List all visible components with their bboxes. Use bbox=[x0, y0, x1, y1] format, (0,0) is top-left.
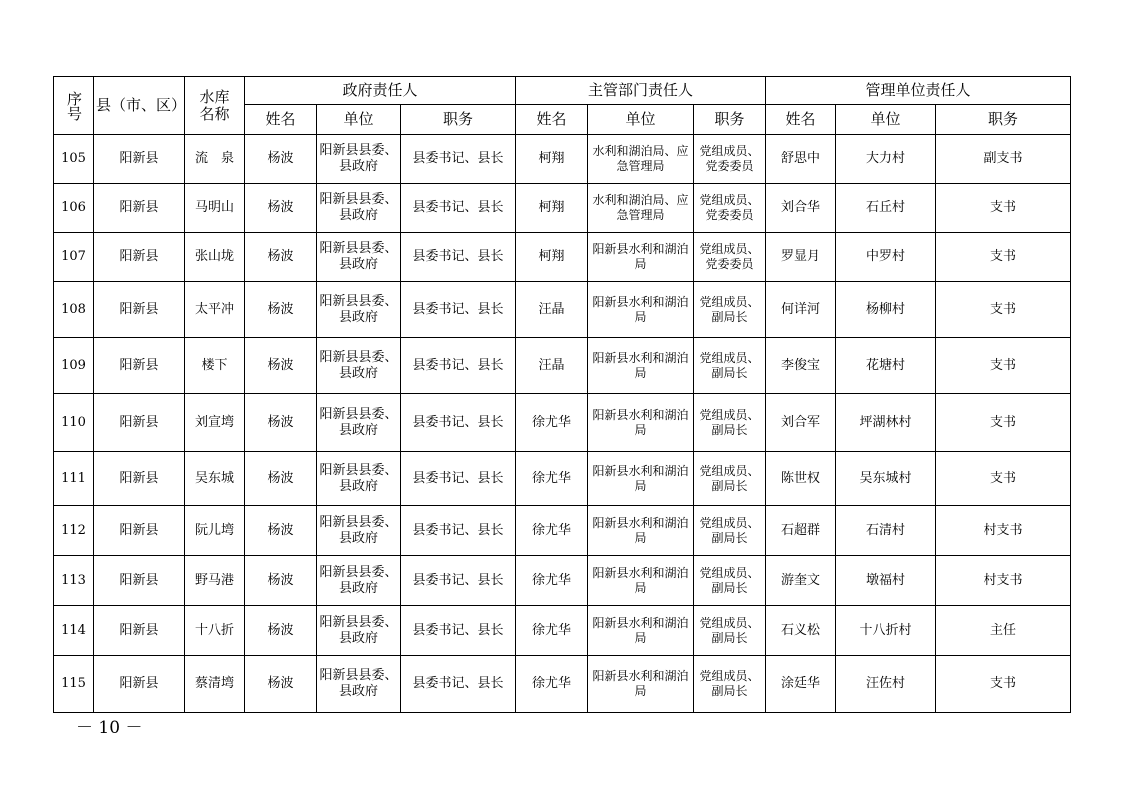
cell-county: 阳新县 bbox=[94, 282, 185, 338]
header-gov-name: 姓名 bbox=[245, 105, 317, 135]
cell-dept-duty: 党组成员、副局长 bbox=[694, 282, 766, 338]
cell-dept-name: 徐尤华 bbox=[516, 394, 588, 452]
table-body bbox=[54, 135, 1071, 713]
table-row bbox=[54, 452, 1071, 506]
header-gov-duty: 职务 bbox=[401, 105, 516, 135]
header-dept-name: 姓名 bbox=[516, 105, 588, 135]
cell-mgmt-unit: 花塘村 bbox=[836, 338, 936, 394]
cell-reservoir: 马明山 bbox=[185, 184, 245, 233]
cell-county: 阳新县 bbox=[94, 394, 185, 452]
cell-gov-name: 杨波 bbox=[245, 452, 317, 506]
cell-mgmt-name: 涂廷华 bbox=[766, 656, 836, 713]
cell-gov-unit: 阳新县县委、县政府 bbox=[317, 452, 401, 506]
cell-dept-name: 柯翔 bbox=[516, 233, 588, 282]
cell-mgmt-name: 陈世权 bbox=[766, 452, 836, 506]
cell-gov-unit: 阳新县县委、县政府 bbox=[317, 506, 401, 556]
cell-dept-duty: 党组成员、副局长 bbox=[694, 556, 766, 606]
cell-dept-unit: 阳新县水利和湖泊局 bbox=[588, 452, 694, 506]
cell-dept-duty: 党组成员、副局长 bbox=[694, 452, 766, 506]
cell-gov-duty: 县委书记、县长 bbox=[401, 394, 516, 452]
cell-mgmt-duty: 支书 bbox=[936, 282, 1071, 338]
cell-dept-name: 徐尤华 bbox=[516, 452, 588, 506]
cell-dept-unit: 阳新县水利和湖泊局 bbox=[588, 556, 694, 606]
cell-gov-duty: 县委书记、县长 bbox=[401, 452, 516, 506]
cell-mgmt-duty: 副支书 bbox=[936, 135, 1071, 184]
cell-county: 阳新县 bbox=[94, 556, 185, 606]
cell-mgmt-unit: 中罗村 bbox=[836, 233, 936, 282]
cell-reservoir: 流 泉 bbox=[185, 135, 245, 184]
cell-reservoir: 太平冲 bbox=[185, 282, 245, 338]
cell-dept-unit: 阳新县水利和湖泊局 bbox=[588, 338, 694, 394]
cell-dept-unit: 阳新县水利和湖泊局 bbox=[588, 233, 694, 282]
cell-mgmt-duty: 村支书 bbox=[936, 506, 1071, 556]
cell-county: 阳新县 bbox=[94, 656, 185, 713]
header-dept-unit: 单位 bbox=[588, 105, 694, 135]
cell-mgmt-duty: 村支书 bbox=[936, 556, 1071, 606]
cell-gov-duty: 县委书记、县长 bbox=[401, 556, 516, 606]
cell-county: 阳新县 bbox=[94, 233, 185, 282]
cell-gov-name: 杨波 bbox=[245, 506, 317, 556]
cell-dept-duty: 党组成员、副局长 bbox=[694, 606, 766, 656]
cell-mgmt-unit: 石丘村 bbox=[836, 184, 936, 233]
cell-mgmt-duty: 支书 bbox=[936, 233, 1071, 282]
cell-seq: 109 bbox=[54, 338, 94, 394]
cell-mgmt-name: 何详河 bbox=[766, 282, 836, 338]
cell-seq: 110 bbox=[54, 394, 94, 452]
cell-dept-duty: 党组成员、党委委员 bbox=[694, 233, 766, 282]
cell-seq: 112 bbox=[54, 506, 94, 556]
cell-mgmt-unit: 十八折村 bbox=[836, 606, 936, 656]
cell-mgmt-unit: 汪佐村 bbox=[836, 656, 936, 713]
cell-mgmt-unit: 石清村 bbox=[836, 506, 936, 556]
cell-reservoir: 楼下 bbox=[185, 338, 245, 394]
cell-dept-unit: 阳新县水利和湖泊局 bbox=[588, 394, 694, 452]
cell-seq: 113 bbox=[54, 556, 94, 606]
page-number: － 10 － bbox=[76, 718, 143, 738]
table-row bbox=[54, 656, 1071, 713]
cell-reservoir: 刘宣塆 bbox=[185, 394, 245, 452]
cell-gov-duty: 县委书记、县长 bbox=[401, 282, 516, 338]
cell-gov-unit: 阳新县县委、县政府 bbox=[317, 282, 401, 338]
cell-gov-duty: 县委书记、县长 bbox=[401, 184, 516, 233]
cell-mgmt-name: 李俊宝 bbox=[766, 338, 836, 394]
cell-gov-unit: 阳新县县委、县政府 bbox=[317, 556, 401, 606]
cell-gov-unit: 阳新县县委、县政府 bbox=[317, 338, 401, 394]
header-dept-group: 主管部门责任人 bbox=[516, 77, 766, 105]
header-county: 县（市、区） bbox=[94, 77, 185, 135]
header-mgmt-name: 姓名 bbox=[766, 105, 836, 135]
cell-gov-name: 杨波 bbox=[245, 606, 317, 656]
header-reservoir: 水库名称 bbox=[185, 77, 245, 135]
header-gov-group: 政府责任人 bbox=[245, 77, 516, 105]
cell-mgmt-duty: 支书 bbox=[936, 656, 1071, 713]
cell-mgmt-duty: 支书 bbox=[936, 338, 1071, 394]
cell-dept-name: 汪晶 bbox=[516, 338, 588, 394]
cell-reservoir: 阮儿塆 bbox=[185, 506, 245, 556]
table-row bbox=[54, 338, 1071, 394]
cell-mgmt-name: 罗显月 bbox=[766, 233, 836, 282]
cell-dept-unit: 阳新县水利和湖泊局 bbox=[588, 656, 694, 713]
cell-reservoir: 吴东城 bbox=[185, 452, 245, 506]
cell-county: 阳新县 bbox=[94, 338, 185, 394]
cell-gov-duty: 县委书记、县长 bbox=[401, 338, 516, 394]
cell-mgmt-name: 刘合军 bbox=[766, 394, 836, 452]
table-row bbox=[54, 135, 1071, 184]
cell-gov-unit: 阳新县县委、县政府 bbox=[317, 656, 401, 713]
cell-reservoir: 张山垅 bbox=[185, 233, 245, 282]
cell-dept-name: 徐尤华 bbox=[516, 656, 588, 713]
cell-dept-duty: 党组成员、副局长 bbox=[694, 394, 766, 452]
cell-dept-unit: 水利和湖泊局、应急管理局 bbox=[588, 184, 694, 233]
cell-gov-unit: 阳新县县委、县政府 bbox=[317, 606, 401, 656]
header-dept-duty: 职务 bbox=[694, 105, 766, 135]
cell-county: 阳新县 bbox=[94, 184, 185, 233]
cell-seq: 105 bbox=[54, 135, 94, 184]
cell-dept-name: 汪晶 bbox=[516, 282, 588, 338]
cell-gov-duty: 县委书记、县长 bbox=[401, 606, 516, 656]
cell-gov-name: 杨波 bbox=[245, 184, 317, 233]
cell-seq: 111 bbox=[54, 452, 94, 506]
cell-mgmt-duty: 支书 bbox=[936, 452, 1071, 506]
header-mgmt-duty: 职务 bbox=[936, 105, 1071, 135]
cell-seq: 108 bbox=[54, 282, 94, 338]
cell-mgmt-name: 刘合华 bbox=[766, 184, 836, 233]
cell-gov-name: 杨波 bbox=[245, 233, 317, 282]
cell-gov-unit: 阳新县县委、县政府 bbox=[317, 184, 401, 233]
cell-gov-unit: 阳新县县委、县政府 bbox=[317, 233, 401, 282]
table-row bbox=[54, 556, 1071, 606]
cell-dept-name: 柯翔 bbox=[516, 184, 588, 233]
cell-mgmt-unit: 墩福村 bbox=[836, 556, 936, 606]
cell-dept-duty: 党组成员、副局长 bbox=[694, 656, 766, 713]
cell-dept-unit: 阳新县水利和湖泊局 bbox=[588, 606, 694, 656]
cell-dept-unit: 阳新县水利和湖泊局 bbox=[588, 506, 694, 556]
cell-dept-unit: 阳新县水利和湖泊局 bbox=[588, 282, 694, 338]
cell-gov-name: 杨波 bbox=[245, 338, 317, 394]
cell-seq: 106 bbox=[54, 184, 94, 233]
cell-gov-duty: 县委书记、县长 bbox=[401, 506, 516, 556]
cell-mgmt-unit: 吴东城村 bbox=[836, 452, 936, 506]
table-row bbox=[54, 606, 1071, 656]
cell-dept-name: 徐尤华 bbox=[516, 556, 588, 606]
cell-mgmt-unit: 杨柳村 bbox=[836, 282, 936, 338]
responsibility-table bbox=[53, 76, 1071, 713]
cell-county: 阳新县 bbox=[94, 506, 185, 556]
cell-gov-duty: 县委书记、县长 bbox=[401, 233, 516, 282]
header-seq: 序号 bbox=[54, 77, 94, 135]
cell-mgmt-name: 石超群 bbox=[766, 506, 836, 556]
cell-mgmt-unit: 坪湖林村 bbox=[836, 394, 936, 452]
table-row bbox=[54, 506, 1071, 556]
table-row bbox=[54, 394, 1071, 452]
cell-mgmt-name: 石义松 bbox=[766, 606, 836, 656]
cell-reservoir: 蔡清塆 bbox=[185, 656, 245, 713]
cell-mgmt-name: 舒思中 bbox=[766, 135, 836, 184]
cell-gov-duty: 县委书记、县长 bbox=[401, 135, 516, 184]
cell-dept-duty: 党组成员、党委委员 bbox=[694, 135, 766, 184]
cell-dept-duty: 党组成员、党委委员 bbox=[694, 184, 766, 233]
table-row bbox=[54, 233, 1071, 282]
cell-gov-unit: 阳新县县委、县政府 bbox=[317, 135, 401, 184]
cell-gov-unit: 阳新县县委、县政府 bbox=[317, 394, 401, 452]
cell-gov-name: 杨波 bbox=[245, 135, 317, 184]
cell-dept-name: 柯翔 bbox=[516, 135, 588, 184]
cell-county: 阳新县 bbox=[94, 135, 185, 184]
cell-mgmt-unit: 大力村 bbox=[836, 135, 936, 184]
cell-gov-duty: 县委书记、县长 bbox=[401, 656, 516, 713]
cell-dept-duty: 党组成员、副局长 bbox=[694, 506, 766, 556]
cell-gov-name: 杨波 bbox=[245, 282, 317, 338]
cell-mgmt-duty: 支书 bbox=[936, 184, 1071, 233]
cell-dept-duty: 党组成员、副局长 bbox=[694, 338, 766, 394]
cell-seq: 115 bbox=[54, 656, 94, 713]
cell-gov-name: 杨波 bbox=[245, 394, 317, 452]
cell-mgmt-name: 游奎文 bbox=[766, 556, 836, 606]
cell-dept-name: 徐尤华 bbox=[516, 606, 588, 656]
cell-reservoir: 野马港 bbox=[185, 556, 245, 606]
header-mgmt-unit: 单位 bbox=[836, 105, 936, 135]
table-row bbox=[54, 184, 1071, 233]
cell-seq: 114 bbox=[54, 606, 94, 656]
cell-mgmt-duty: 主任 bbox=[936, 606, 1071, 656]
header-mgmt-group: 管理单位责任人 bbox=[766, 77, 1071, 105]
header-gov-unit: 单位 bbox=[317, 105, 401, 135]
cell-gov-name: 杨波 bbox=[245, 556, 317, 606]
cell-dept-unit: 水利和湖泊局、应急管理局 bbox=[588, 135, 694, 184]
cell-mgmt-duty: 支书 bbox=[936, 394, 1071, 452]
cell-county: 阳新县 bbox=[94, 452, 185, 506]
cell-gov-name: 杨波 bbox=[245, 656, 317, 713]
cell-reservoir: 十八折 bbox=[185, 606, 245, 656]
cell-seq: 107 bbox=[54, 233, 94, 282]
table-row bbox=[54, 282, 1071, 338]
cell-dept-name: 徐尤华 bbox=[516, 506, 588, 556]
cell-county: 阳新县 bbox=[94, 606, 185, 656]
